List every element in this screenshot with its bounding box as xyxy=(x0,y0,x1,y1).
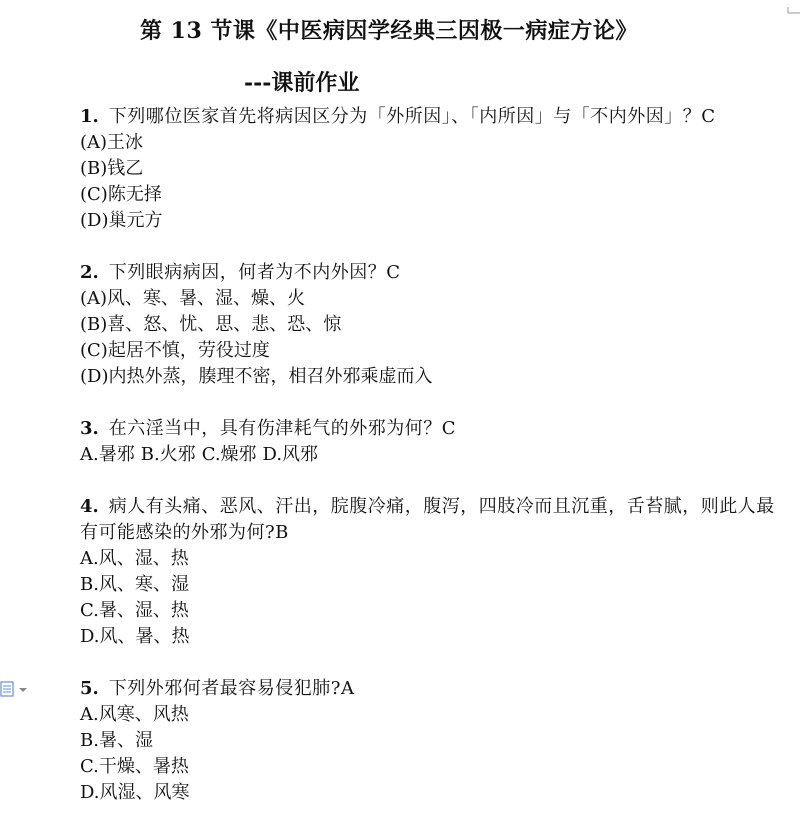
question-4 xyxy=(80,494,780,650)
question-list xyxy=(80,104,780,832)
page-corner-marker-icon xyxy=(786,0,802,8)
option-b: (B)喜、怒、忧、思、悲、恐、惊 xyxy=(80,314,342,335)
question-3 xyxy=(80,416,780,468)
option-a: A.风、湿、热 xyxy=(80,548,189,569)
question-number: 1. xyxy=(80,106,99,127)
option-b: B.火邪 xyxy=(140,444,196,465)
question-text: 下列眼病病因，何者为不内外因？C xyxy=(108,262,401,283)
option-c: C.暑、湿、热 xyxy=(80,600,189,621)
question-text: 下列哪位医家首先将病因区分为「外所因」、「内所因」与「不内外因」？C xyxy=(108,106,716,127)
options-inline xyxy=(80,442,780,468)
option-a: A.风寒、风热 xyxy=(80,704,189,725)
option-c: C.干燥、暑热 xyxy=(80,756,189,777)
question-number: 4. xyxy=(80,496,99,517)
option-c: (C)起居不慎，劳役过度 xyxy=(80,340,270,361)
document-subtitle: ---课前作业 xyxy=(244,70,360,96)
option-a: (A)风、寒、暑、湿、燥、火 xyxy=(80,288,306,309)
option-d: (D)巢元方 xyxy=(80,210,163,231)
option-d: D.风、暑、热 xyxy=(80,626,190,647)
document-title: 第 13 节课《中医病因学经典三因极一病症方论》 xyxy=(140,18,638,44)
option-d: D.风湿、风寒 xyxy=(80,782,190,803)
option-a: A.暑邪 xyxy=(80,444,135,465)
question-text: 在六淫当中，具有伤津耗气的外邪为何？C xyxy=(108,418,457,439)
option-a: (A)王冰 xyxy=(80,132,144,153)
option-c: (C)陈无择 xyxy=(80,184,162,205)
question-number: 2. xyxy=(80,262,99,283)
option-b: (B)钱乙 xyxy=(80,158,144,179)
option-b: B.风、寒、湿 xyxy=(80,574,189,595)
option-c: C.燥邪 xyxy=(201,444,257,465)
option-d: D.风邪 xyxy=(262,444,319,465)
question-number: 5. xyxy=(80,678,99,699)
option-d: (D)内热外蒸，腠理不密，相召外邪乘虚而入 xyxy=(80,366,433,387)
layout-options-icon[interactable] xyxy=(0,680,30,698)
question-1 xyxy=(80,104,780,234)
question-text: 病人有头痛、恶风、汗出，脘腹冷痛，腹泻，四肢冷而且沉重，舌苔腻，则此人最有可能感染的外邪为何?B xyxy=(80,496,775,543)
question-2 xyxy=(80,260,780,390)
question-5 xyxy=(80,676,780,806)
option-b: B.暑、湿 xyxy=(80,730,153,751)
question-number: 3. xyxy=(80,418,99,439)
question-text: 下列外邪何者最容易侵犯肺?A xyxy=(108,678,355,699)
